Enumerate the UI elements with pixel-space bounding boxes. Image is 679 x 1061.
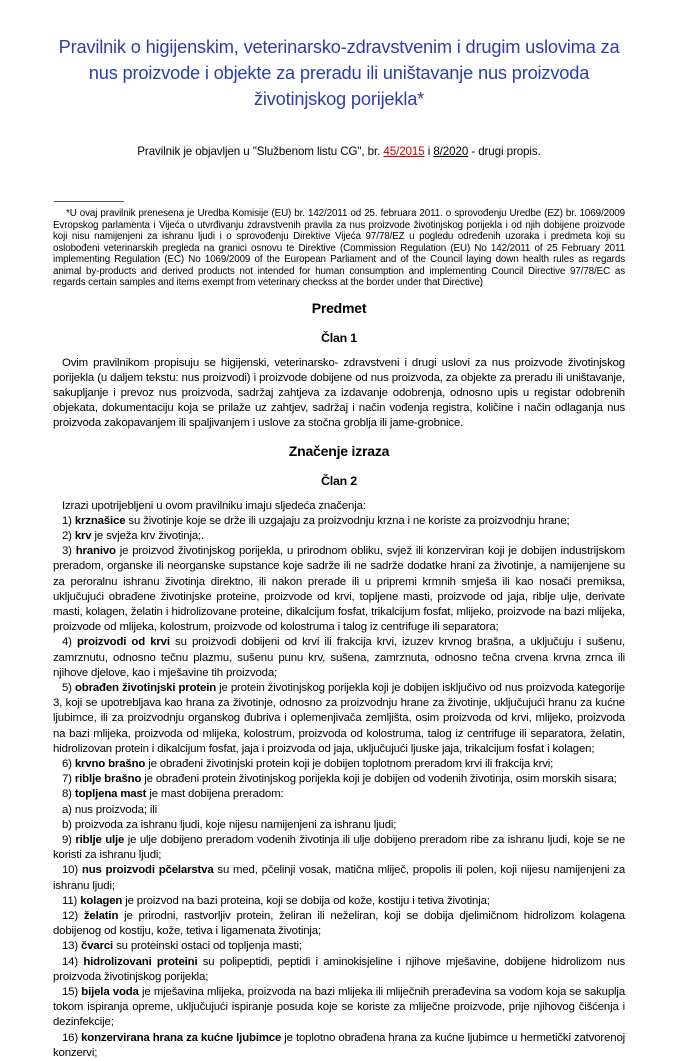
definition-text: su med, pčelinji vosak, matična mliječ, propolis ili polen, koji nijesu namijenjeni za ishranu ljudi; — [53, 864, 626, 892]
definition-item — [53, 803, 625, 818]
definition-term: hidrolizovani proteini — [83, 955, 198, 968]
definition-number: 11) — [62, 894, 81, 907]
definition-number: 8) — [62, 788, 75, 801]
definition-term: krv — [74, 529, 92, 542]
definition-text: je protein životinjskog porijekla koji je dobijen isključivo od nus proizvoda kategorije 3, koji se upotrebljava kao hrana za životinje, odnosno za proizvodnju hrane za životinje, uključujući hranu za kućne ljubimce, ili za proizvodnju organskog đubriva i oplemenjivača zemljišta, osim proizvoda od krvi, mlijeko, proizvoda na bazi mlijeka, proizvoda od mlijeka, kolostrum, proizvoda od kolostruma, talog iz centrifuge ili separatora, želatin, hidrolizovan protein i dikalcijum fosfat, jaja i proizvoda od jaja, uključujući ljuske jaja, trikalcijum fosfat i kolagen; — [53, 681, 625, 755]
definition-item — [53, 681, 625, 757]
definition-text: nus proizvoda; ili — [74, 803, 157, 816]
definition-term: proizvodi od krvi — [77, 636, 170, 649]
footnote-separator — [54, 201, 124, 202]
heading-znacenje-izraza: Značenje izraza — [288, 442, 390, 459]
definition-item — [53, 985, 625, 1031]
definitions-intro: Izrazi upotrijebljeni u ovom pravilniku imaju sljedeća značenja: — [62, 499, 366, 512]
definition-number: 13) — [62, 940, 82, 953]
gazette-link-8-2020[interactable]: 8/2020 — [433, 145, 469, 158]
definition-number: 3) — [62, 545, 76, 558]
document-title: Pravilnik o higijenskim, veterinarsko-zdravstvenim i drugim uslovima za nus proizvode i objekte za preradu ili uništavanje nus proizvoda životinjskog porijekla* — [58, 36, 620, 109]
definition-term: krznašice — [74, 514, 126, 527]
definition-number: 12) — [62, 910, 84, 922]
definition-number: 4) — [62, 636, 77, 649]
definition-text: je toplotno obrađena hrana za kućne ljubimce u hermetički zatvorenoj konzervi; — [53, 1031, 626, 1059]
definition-item — [53, 909, 625, 939]
footnote-text: *U ovaj pravilnik prenesena je Uredba Komisije (EU) br. 142/2011 od 25. februara 2011. o sprovođenju Uredbe (EZ) br. 1069/2009 Evropskog parlamenta i Vijeća o utvrđivanju zdravstvenih pravila za nus proizvode životinjskog porijekla i od njih dobijene proizvode koji nisu namijenjeni za ishranu ljudi i o sprovođenju Direktive Vijeća 97/78/EZ u pogledu određenih uzoraka i predmeta koji su oslobođeni veterinarskih pregleda na granici osnovu te Direktive (Commission Regulation (EU) No 142/2011 of 25 February 2011 implementing Regulation (EC) No 1069/2009 of the European Parliament and of the Council laying down health rules as regards animal by-products and derived products not intended for human consumption and implementing Council Directive 97/78/EC as regards certain samples and items exempt from veterinary checkss at the border under that Directive) — [53, 208, 625, 288]
definition-text: je proizvod životinjskog porijekla, u prirodnom obliku, svjež ili konzerviran koji je dobijen industrijskom preradom, organske ili neorganske supstance koje sadrže ili ne sadrže dodatke hrani za životinje, a namijenjene su za peroralnu ishranu životinja direktno, ili nakon prerade ili u pripremi krmnih smješa ili kao nosači premiksa, uključujući obrađene životinjske proteine, proizvode od krvi, topljene masti, proizvode od jaja, riblje ulje, derivate masti, kolagen, želatin i hidrolizovane proteine, dikalcijum fosfat, trikalcijum fosfat, mlijeko, proizvode na bazi mlijeka, proizvode od mlijeka, kolostrum, proizvode od kolostruma i talog iz centrifuge ili separatora; — [53, 545, 626, 634]
definition-item — [53, 514, 625, 529]
publication-suffix: - drugi propis. — [468, 145, 541, 158]
publication-conjunction: i — [424, 145, 434, 158]
definition-number: 1) — [62, 514, 75, 527]
definition-text: je mast dobijena preradom: — [146, 788, 284, 801]
definition-text: su polipeptidi, peptidi i aminokisjeline i njihove mješavine, dobijene hidrolizom nus proizvoda životinjskog porijekla; — [53, 955, 625, 983]
definition-item — [53, 757, 625, 772]
definition-text: proizvoda za ishranu ljudi, koje nijesu namijenjeni za ishranu ljudi; — [74, 818, 397, 831]
definition-number: 16) — [62, 1031, 82, 1044]
definition-term: topljena mast — [74, 788, 147, 801]
definition-number: a) — [62, 803, 75, 816]
definition-item — [53, 635, 625, 681]
gazette-link-45-2015[interactable]: 45/2015 — [383, 145, 425, 158]
definition-number: 10) — [62, 864, 82, 877]
definition-number: 14) — [62, 955, 84, 968]
definition-text: su proteinski ostaci od topljenja masti; — [113, 940, 302, 953]
definition-item — [53, 863, 625, 893]
definition-term: konzervirana hrana za kućne ljubimce — [81, 1031, 282, 1044]
definition-term: hranivo — [75, 545, 116, 558]
definition-item — [53, 894, 625, 909]
definition-text: je prirodni, rastvorljiv protein, želiran ili neželiran, koji se dobija djelimičnom hidrolizom kolagena dobijenog od kostiju, kože, tetiva i ligamenata životinja; — [53, 910, 625, 938]
definitions-block — [53, 499, 625, 1061]
definition-term: riblje brašno — [74, 773, 142, 786]
definition-item — [53, 818, 625, 833]
definition-term: želatin — [83, 910, 119, 922]
article-1-paragraph: Ovim pravilnikom propisuju se higijenski, veterinarsko- zdravstveni i drugi uslovi za nus proizvode životinjskog porijekla (u daljem tekstu: nus proizvodi) i proizvode dobijene od nus proizvoda, za objekte za preradu ili uništavanje, sakupljanje i prevoz nus proizvoda, sadržaj zahtjeva za izdavanje odobrenja, odnosno upis u registar odobrenih objekata, dokumentaciju koja se prilaže uz zahtjev, sadržaj i način vođenja registra, količine i način odlaganja nus proizvoda zakopavanjem ili spaljivanjem i uslove za stočna groblja ili jame-grobnice. — [53, 356, 625, 430]
definition-number: 7) — [62, 773, 75, 786]
publication-prefix: Pravilnik je objavljen u "Službenom listu CG", br. — [137, 145, 384, 158]
definition-term: bijela voda — [81, 986, 139, 999]
definitions-list — [53, 514, 625, 1061]
definition-text: je ulje dobijeno preradom vodenih životinja ili ulje dobijeno preradom ribe za ishranu ljudi, koje se ne koristi za ishranu ljudi; — [53, 833, 625, 862]
definition-item — [53, 833, 625, 863]
definition-number: 6) — [62, 757, 75, 770]
definition-term: krvno brašno — [74, 757, 146, 770]
heading-predmet: Predmet — [311, 299, 367, 316]
definition-term: obrađen životinjski protein — [74, 681, 217, 694]
definition-text: je svježa krv životinja;. — [91, 529, 205, 542]
heading-clan-1: Član 1 — [321, 330, 357, 345]
definition-number: 9) — [62, 833, 76, 846]
definition-number: 2) — [62, 529, 75, 542]
definition-text: su proizvodi dobijeni od krvi ili frakcija krvi, izuzev krvnog brašna, a uključuju i sušenu, zamrznutu, odnosno tečnu plazmu, sušenu punu krv, sušena, zamrznuta, odnosno tečna crvena krvna zrnca ili njihove djelove, kao i mješavine tih proizvoda; — [53, 636, 626, 679]
definition-item — [53, 544, 625, 635]
definition-text: je proizvod na bazi proteina, koji se dobija od kože, kostiju i tetiva životinja; — [122, 894, 490, 907]
definition-item — [53, 1031, 625, 1061]
definition-term: nus proizvodi pčelarstva — [81, 864, 214, 877]
definition-term: riblje ulje — [75, 833, 125, 846]
definition-text: je mješavina mlijeka, proizvoda na bazi mlijeka ili mliječnih prerađevina sa vodom koja se sakuplja tokom ispiranja opreme, uključujući ispiranje posuda koje se koriste za mliječne proizvode, prije njihovog čišćenja i dezinfekcije; — [53, 986, 625, 1029]
definition-text: je obrađeni životinjski protein koji je dobijen toplotnom preradom krvi ili frakcija krvi; — [145, 757, 554, 770]
definition-item — [53, 955, 625, 985]
definition-number: 15) — [62, 986, 82, 999]
definition-number: b) — [62, 818, 75, 831]
publication-line — [53, 145, 625, 158]
definition-item — [53, 939, 625, 954]
heading-clan-2: Član 2 — [321, 473, 357, 488]
definition-item — [53, 529, 625, 544]
definition-text: su životinje koje se drže ili uzgajaju za proizvodnju krzna i ne koriste za proizvodnju hrane; — [125, 514, 570, 527]
definition-term: kolagen — [80, 894, 123, 907]
definition-item — [53, 772, 625, 787]
definition-term: čvarci — [81, 940, 114, 953]
definition-number: 5) — [62, 681, 75, 694]
definition-item — [53, 787, 625, 802]
definition-text: je obrađeni protein životinjskog porijekla koji je dobijen od vodenih životinja, osim morskih sisara; — [141, 773, 617, 786]
